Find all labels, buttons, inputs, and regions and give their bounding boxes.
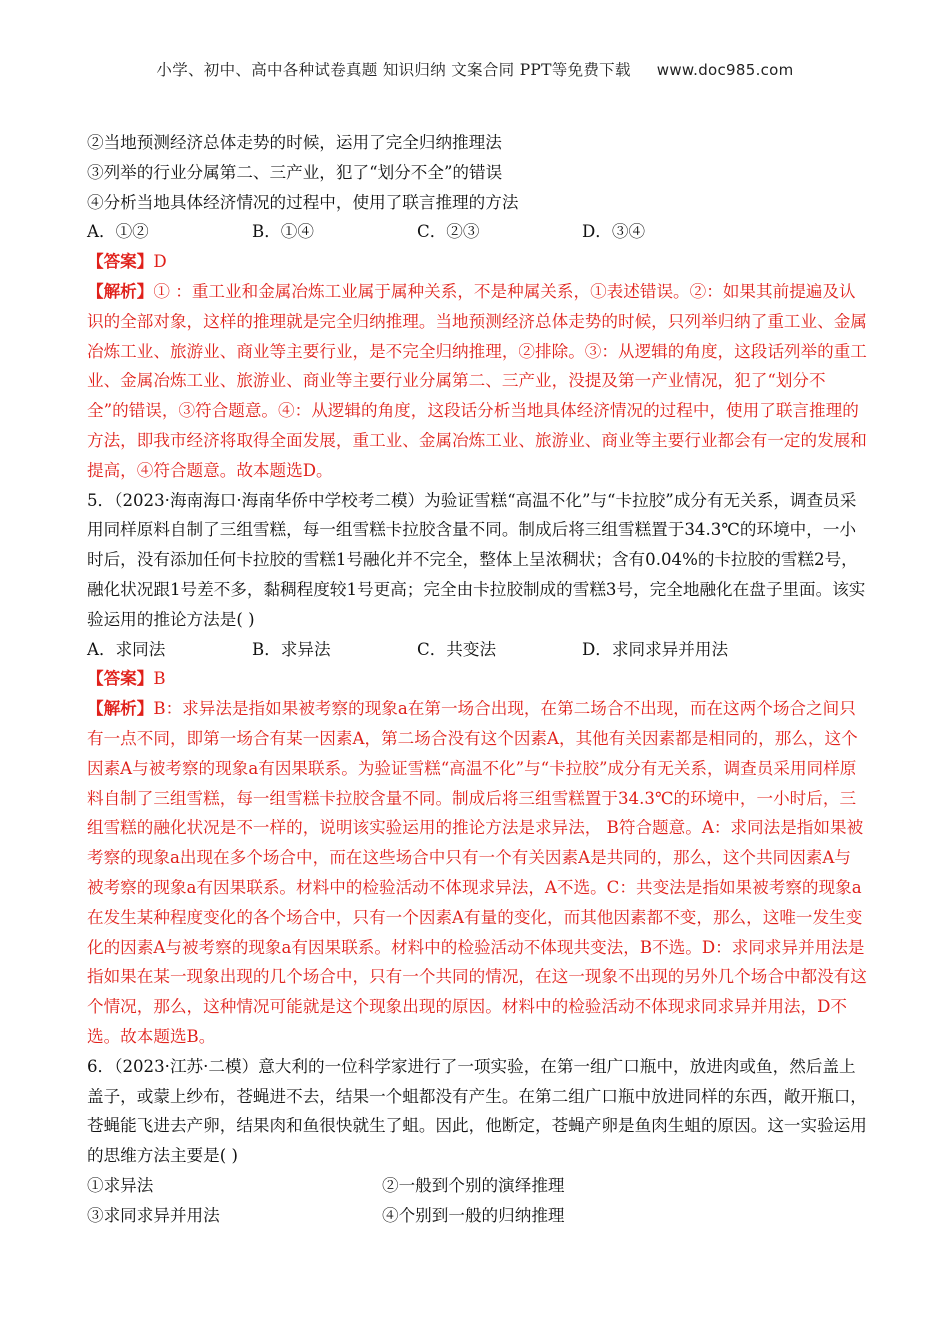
q4-answer-tag: 【答案】 xyxy=(87,251,154,272)
q4-option-a: A．①② xyxy=(87,222,149,242)
q6-option-2: ②一般到个别的演绎推理 xyxy=(382,1175,565,1195)
document-body xyxy=(87,128,867,1230)
q4-option-d: D．③④ xyxy=(582,222,646,242)
q5-answer-tag: 【答案】 xyxy=(87,668,154,689)
q5-analysis-tag: 【解析】 xyxy=(87,698,154,719)
q5-option-c: C．共变法 xyxy=(417,639,497,659)
q6-options-row-2 xyxy=(87,1201,867,1231)
q4-answer xyxy=(87,247,867,277)
q5-answer-value: B xyxy=(153,669,166,689)
q5-option-b: B．求异法 xyxy=(252,639,331,659)
header-url[interactable]: www.doc985.com xyxy=(656,61,794,79)
q6-option-4: ④个别到一般的归纳推理 xyxy=(382,1205,565,1225)
q5-answer xyxy=(87,664,867,694)
q4-statement-2: ②当地预测经济总体走势的时候，运用了完全归纳推理法 xyxy=(87,133,502,152)
q4-options xyxy=(87,217,867,247)
q6-option-1: ①求异法 xyxy=(87,1175,154,1195)
q5-analysis xyxy=(87,694,867,1052)
q4-analysis-tag: 【解析】 xyxy=(87,280,154,301)
q5-analysis-text: B：求异法是指如果被考察的现象a在第一场合出现，在第二场合不出现，而在这两个场合之间只有一点不同，即第一场合有某一因素A，第二场合没有这个因素A，其他有关因素都是相同的，那么，这个因素A与被考察的现象a有因果联系。为验证雪糕“高温不化”与“卡拉胶”成分有无关系，调查员采用同样原料自制了三组雪糕，每一组雪糕卡拉胶含量不同。制成后将三组雪糕置于34.3℃的环境中，一小时后，三组雪糕的融化状况是不一样的，说明该实验运用的推论方法是求异法， B符合题意。A：求同法是指如果被考察的现象a出现在多个场合中，而在这些场合中只有一个有关因素A是共同的，那么，这个共同因素A与被考察的现象a有因果联系。材料中的检验活动不体现求异法，A不选。C：共变法是指如果被考察的现象a在发生某种程度变化的各个场合中，只有一个因素A有量的变化，而其他因素都不变，那么，这唯一发生变化的因素A与被考察的现象a有因果联系。材料中的检验活动不体现共变法，B不选。D：求同求异并用法是指如果在某一现象出现的几个场合中，只有一个共同的情况，在这一现象不出现的另外几个场合中都没有这个情况，那么，这种情况可能就是这个现象出现的原因。材料中的检验活动不体现求同求异并用法，D不选。故本题选B。 xyxy=(87,699,867,1046)
q5-options xyxy=(87,635,867,665)
q4-option-b: B．①④ xyxy=(252,222,314,242)
q6-option-3: ③求同求异并用法 xyxy=(87,1205,220,1225)
q5-option-d: D．求同求异并用法 xyxy=(582,639,729,659)
q5-option-a: A．求同法 xyxy=(87,639,166,659)
q4-statement-4: ④分析当地具体经济情况的过程中，使用了联言推理的方法 xyxy=(87,192,519,212)
q6-options-row-1 xyxy=(87,1171,867,1201)
q4-option-c: C．②③ xyxy=(417,222,480,242)
header-text: 小学、初中、高中各种试卷真题 知识归纳 文案合同 PPT等免费下载 xyxy=(156,61,631,79)
q6-stem: 6．（2023·江苏·二模）意大利的一位科学家进行了一项实验，在第一组广口瓶中，放进肉或鱼，然后盖上盖子，或蒙上纱布，苍蝇进不去，结果一个蛆都没有产生。在第二组广口瓶中放进同样的东西，敞开瓶口，苍蝇能飞进去产卵，结果肉和鱼很快就生了蛆。因此，他断定，苍蝇产卵是鱼肉生蛆的原因。这一实验运用的思维方法主要是( ) xyxy=(87,1056,867,1166)
q4-analysis-text: ① ：重工业和金属冶炼工业属于属种关系，不是种属关系，①表述错误。②：如果其前提遍及认识的全部对象，这样的推理就是完全归纳推理。当地预测经济总体走势的时候，只列举归纳了重工业、金属冶炼工业、旅游业、商业等主要行业，是不完全归纳推理，②排除。③：从逻辑的角度，这段话列举的重工业、金属冶炼工业、旅游业、商业等主要行业分属第二、三产业，没提及第一产业情况，犯了“划分不全”的错误，③符合题意。④：从逻辑的角度，这段话分析当地具体经济情况的过程中，使用了联言推理的方法，即我市经济将取得全面发展，重工业、金属冶炼工业、旅游业、商业等主要行业都会有一定的发展和提高，④符合题意。故本题选D。 xyxy=(87,281,867,480)
q4-statement-3: ③列举的行业分属第二、三产业，犯了“划分不全”的错误 xyxy=(87,162,503,182)
q4-analysis xyxy=(87,277,867,486)
q4-answer-value: D xyxy=(153,252,167,272)
q5-stem: 5．（2023·海南海口·海南华侨中学校考二模）为验证雪糕“高温不化”与“卡拉胶”成分有无关系，调查员采用同样原料自制了三组雪糕，每一组雪糕卡拉胶含量不同。制成后将三组雪糕置于34.3℃的环境中，一小时后，没有添加任何卡拉胶的雪糕1号融化并不完全，整体上呈浓稠状；含有0.04%的卡拉胶的雪糕2号，融化状况跟1号差不多，黏稠程度较1号更高；完全由卡拉胶制成的雪糕3号，完全地融化在盘子里面。该实验运用的推论方法是( ) xyxy=(87,490,866,629)
page-header xyxy=(0,58,950,80)
